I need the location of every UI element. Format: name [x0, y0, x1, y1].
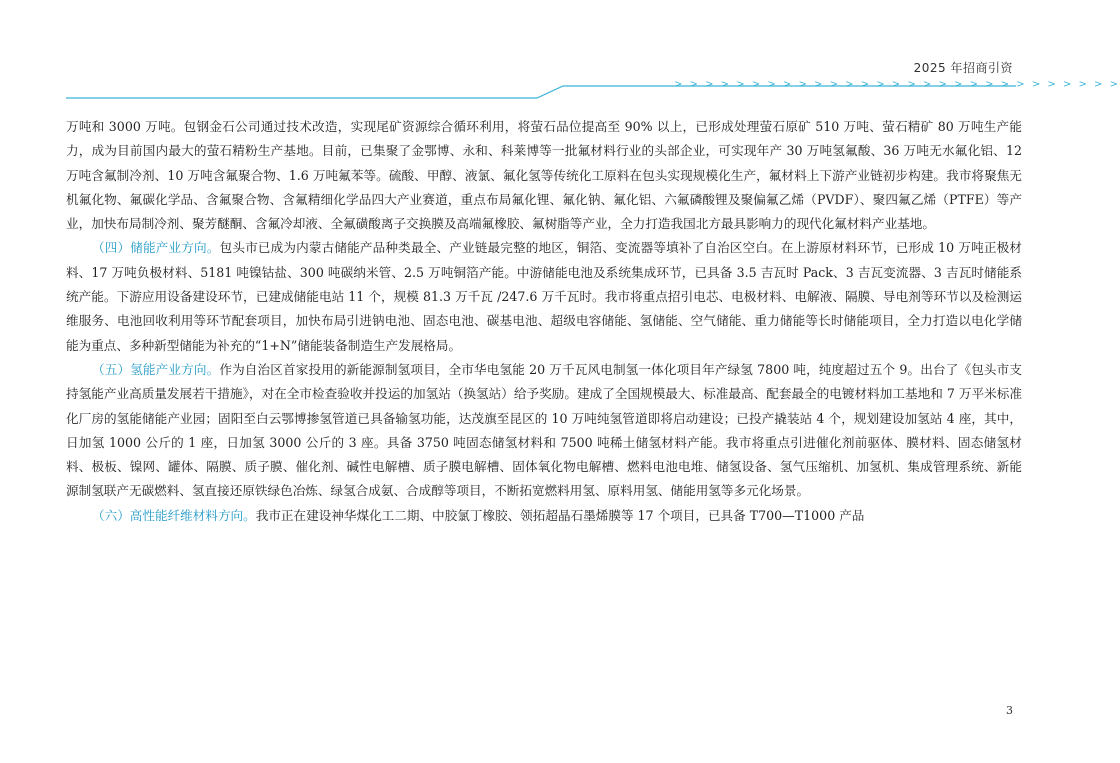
body-text — [66, 115, 1022, 528]
section-heading-fiber: （六）高性能纤维材料方向。 — [92, 507, 256, 523]
paragraph-energy-storage — [66, 236, 1022, 357]
header-rule — [0, 0, 1120, 110]
header-arrow-decoration: > > > > > > > > > > > > > > > > > > > > > > > > > > > > > — [674, 79, 1120, 90]
paragraph-fiber — [66, 504, 1022, 528]
page-number: 3 — [1006, 704, 1013, 717]
paragraph-text: 我市正在建设神华煤化工二期、中胶氯丁橡胶、领拓超晶石墨烯膜等 17 个项目，已具备 T700—T1000 产品 — [255, 507, 865, 523]
paragraph-text: 包头市已成为内蒙古储能产品种类最全、产业链最完整的地区，铜箔、变流器等填补了自治区空白。在上游原材料环节，已形成 10 万吨正极材料、17 万吨负极材料、5181 吨镍钴盐、300 吨碳纳米管、2.5 万吨铜箔产能。中游储能电池及系统集成环节，已具备 3.5 吉瓦时 Pack、3 吉瓦变流器、3 吉瓦时储能系统产能。下游应用设备建设环节，已建成储能电站 11 个，规模 81.3 万千瓦 /247.6 万千瓦时。我市将重点招引电芯、电极材料、电解液、隔膜、导电剂等环节以及检测运维服务、电池回收利用等环节配套项目，加快布局引进钠电池、固态电池、碳基电池、超级电容储能、氢储能、空气储能、重力储能等长时储能项目，全力打造以电化学储能为重点、多种新型储能为补充的“1+N”储能装备制造生产发展格局。 — [66, 240, 1022, 353]
section-heading-hydrogen: （五）氢能产业方向。 — [92, 361, 220, 377]
paragraph-text: 作为自治区首家投用的新能源制氢项目，全市华电氢能 20 万千瓦风电制氢一体化项目年产绿氢 7800 吨，纯度超过五个 9。出台了《包头市支持氢能产业高质量发展若干措施》，对在全市检查验收并投运的加氢站（换氢站）给予奖励。建成了全国规模最大、标准最高、配套最全的电镀材料加工基地和 7 万平米标准化厂房的氢能储能产业园；固阳至白云鄂博掺氢管道已具备输氢功能，达茂旗至昆区的 10 万吨纯氢管道即将启动建设；已投产撬装站 4 个，规划建设加氢站 4 座，其中，日加氢 1000 公斤的 1 座，日加氢 3000 公斤的 3 座。具备 3750 吨固态储氢材料和 7500 吨稀土储氢材料产能。我市将重点引进催化剂前驱体、膜材料、固态储氢材料、极板、镍网、罐体、隔膜、质子膜、催化剂、碱性电解槽、质子膜电解槽、固体氧化物电解槽、燃料电池电堆、储氢设备、氢气压缩机、加氢机、集成管理系统、新能源制氢联产无碳燃料、氢直接还原铁绿色冶炼、绿氢合成氨、合成醇等项目，不断拓宽燃料用氢、原料用氢、储能用氢等多元化场景。 — [66, 361, 1022, 499]
paragraph-fluorine: 万吨和 3000 万吨。包钢金石公司通过技术改造，实现尾矿资源综合循环利用，将萤石品位提高至 90% 以上，已形成处理萤石原矿 510 万吨、萤石精矿 80 万吨生产能力，成为目前国内最大的萤石精粉生产基地。目前，已集聚了金鄂博、永和、科莱博等一批氟材料行业的头部企业，可实现年产 30 万吨氢氟酸、36 万吨无水氟化铝、12 万吨含氟制冷剂、10 万吨含氟聚合物、1.6 万吨氟苯等。硫酸、甲醇、液氯、氟化氢等传统化工原料在包头实现规模化生产，氟材料上下游产业链初步构建。我市将聚焦无机氟化物、氟碳化学品、含氟聚合物、含氟精细化学品四大产业赛道，重点布局氟化锂、氟化钠、氟化铝、六氟磷酸锂及聚偏氟乙烯（PVDF）、聚四氟乙烯（PTFE）等产业，加快布局制冷剂、聚芳醚酮、含氟冷却液、全氟磺酸离子交换膜及高端氟橡胶、氟树脂等产业，全力打造我国北方最具影响力的现代化氟材料产业基地。 — [66, 119, 1022, 232]
header-title: 2025 年招商引资 — [913, 61, 1013, 75]
section-heading-energy-storage: （四）储能产业方向。 — [92, 240, 220, 256]
paragraph-hydrogen — [66, 358, 1022, 504]
